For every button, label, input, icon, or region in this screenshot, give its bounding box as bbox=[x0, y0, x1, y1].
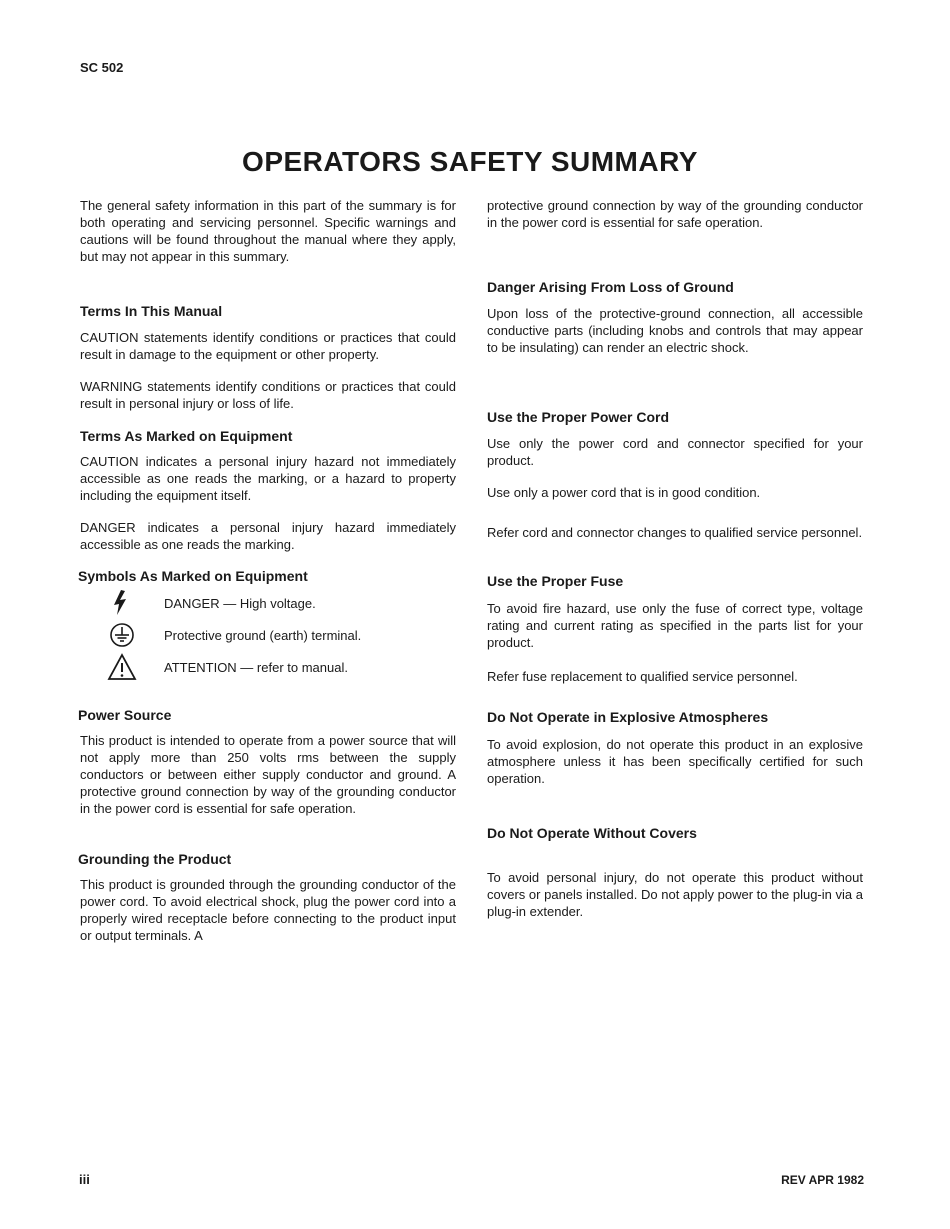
covers-body: To avoid personal injury, do not operate this product without covers or panels installed. Do not apply power to the plug-in via a plug-in extender. bbox=[487, 870, 863, 919]
power-source-heading: Power Source bbox=[78, 707, 172, 723]
power-cord-heading: Use the Proper Power Cord bbox=[487, 409, 670, 425]
power-source-body: This product is intended to operate from a power source that will not apply more than 250 volts rms between the supply conductors or between either supply conductor and ground. A protective ground connection by way of the grounding conductor in the power cord is essential for safe operation. bbox=[80, 733, 456, 816]
document-code: SC 502 bbox=[80, 60, 124, 75]
page-title: OPERATORS SAFETY SUMMARY bbox=[242, 146, 698, 177]
right-column bbox=[487, 197, 863, 920]
attention-triangle-icon bbox=[80, 653, 164, 681]
covers-heading: Do Not Operate Without Covers bbox=[487, 825, 697, 841]
page-number: iii bbox=[79, 1172, 90, 1187]
intro-paragraph: The general safety information in this part of the summary is for both operating and servicing personnel. Specific warnings and cautions will be found throughout the manual where they apply, but may not appear in this summary. bbox=[80, 198, 456, 264]
symbols-list bbox=[80, 587, 456, 683]
symbols-heading: Symbols As Marked on Equipment bbox=[78, 568, 308, 584]
high-voltage-icon bbox=[80, 589, 164, 617]
terms-equipment-danger: DANGER indicates a personal injury hazard immediately accessible as one reads the marking. bbox=[80, 520, 456, 552]
loss-ground-body: Upon loss of the protective-ground connection, all accessible conductive parts (including knobs and controls that may appear to be insulating) can render an electric shock. bbox=[487, 306, 863, 355]
revision-date: REV APR 1982 bbox=[781, 1173, 864, 1187]
fuse-heading: Use the Proper Fuse bbox=[487, 573, 624, 589]
grounding-body: This product is grounded through the grounding conductor of the power cord. To avoid electrical shock, plug the power cord into a properly wired receptacle before connecting to the product input or output terminals. A bbox=[80, 877, 456, 943]
symbol-label: Protective ground (earth) terminal. bbox=[164, 627, 362, 643]
symbol-row-high-voltage bbox=[80, 587, 456, 619]
fuse-p2: Refer fuse replacement to qualified service personnel. bbox=[487, 669, 798, 684]
power-cord-p2: Use only a power cord that is in good condition. bbox=[487, 485, 761, 500]
grounding-continuation: protective ground connection by way of the grounding conductor in the power cord is essential for safe operation. bbox=[487, 198, 863, 230]
explosive-heading: Do Not Operate in Explosive Atmospheres bbox=[487, 709, 769, 725]
terms-equipment-caution: CAUTION indicates a personal injury hazard not immediately accessible as one reads the marking, or a hazard to property including the equipment itself. bbox=[80, 454, 456, 503]
symbol-row-attention bbox=[80, 651, 456, 683]
fuse-p1: To avoid fire hazard, use only the fuse of correct type, voltage rating and current rating as specified in the parts list for your product. bbox=[487, 601, 863, 650]
left-column bbox=[80, 197, 456, 944]
terms-manual-warning: WARNING statements identify conditions or practices that could result in personal injury or loss of life. bbox=[80, 379, 456, 411]
protective-ground-icon bbox=[80, 622, 164, 648]
terms-equipment-heading: Terms As Marked on Equipment bbox=[80, 428, 293, 444]
grounding-heading: Grounding the Product bbox=[78, 851, 232, 867]
terms-manual-heading: Terms In This Manual bbox=[80, 303, 223, 319]
symbol-row-protective-ground bbox=[80, 619, 456, 651]
loss-ground-heading: Danger Arising From Loss of Ground bbox=[487, 279, 734, 295]
power-cord-p3: Refer cord and connector changes to qualified service personnel. bbox=[487, 525, 863, 540]
terms-manual-caution: CAUTION statements identify conditions or practices that could result in damage to the equipment or other property. bbox=[80, 330, 456, 362]
explosive-body: To avoid explosion, do not operate this product in an explosive atmosphere unless it has been specifically certified for such operation. bbox=[487, 737, 863, 786]
symbol-label: ATTENTION — refer to manual. bbox=[164, 659, 348, 675]
symbol-label: DANGER — High voltage. bbox=[164, 595, 316, 611]
power-cord-p1: Use only the power cord and connector specified for your product. bbox=[487, 436, 863, 468]
